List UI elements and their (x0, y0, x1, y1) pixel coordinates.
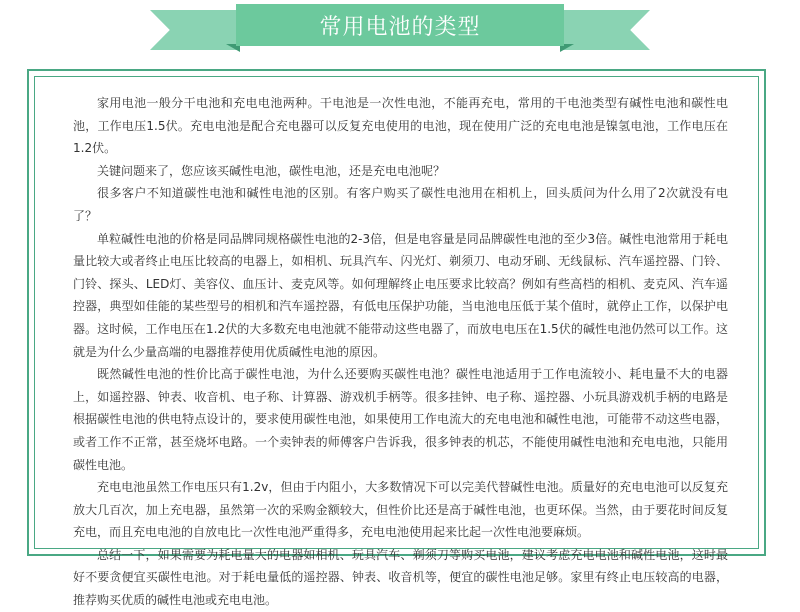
paragraph-question: 关键问题来了，您应该买碱性电池，碳性电池，还是充电电池呢？ (97, 163, 446, 178)
paragraph-intro: 家用电池一般分干电池和充电电池两种。干电池是一次性电池，不能再充电，常用的干电池类型有碱性电池和碳性电池，工作电压1.5伏。充电电池是配合充电器可以反复充电使用的电池，现在使用广泛的充电电池是镍氢电池，工作电压在1.2伏。 (73, 96, 728, 156)
paragraph-carbon: 既然碱性电池的性价比高于碳性电池，为什么还要购买碳性电池？碳性电池适用于工作电流较小、耗电量不大的电器上，如遥控器、钟表、收音机、电子称、计算器、游戏机手柄等。很多挂钟、电子称、遥控器、小玩具游戏机手柄的电路是根据碳性电池的供电特点设计的，要求使用碳性电池，如果使用工作电流大的充电电池和碱性电池，可能带不动这些电器，或者工作不正常，甚至烧坏电路。一个卖钟表的师傅客户告诉我，很多钟表的机芯，不能使用碱性电池和充电电池，只能用碳性电池。 (73, 367, 728, 472)
paragraph-rechargeable: 充电电池虽然工作电压只有1.2v，但由于内阻小，大多数情况下可以完美代替碱性电池。质量好的充电电池可以反复充放大几百次，加上充电器，虽然第一次的采购金额较大，但性价比还是高于碱性电池，也更环保。当然，由于要花时间反复充电，而且充电电池的自放电比一次性电池严重得多，充电电池使用起来比起一次性电池要麻烦。 (73, 480, 728, 540)
paragraph-customer-confusion: 很多客户不知道碳性电池和碱性电池的区别。有客户购买了碳性电池用在相机上，回头质问为什么用了2次就没有电了？ (73, 186, 728, 223)
content-body (34, 76, 759, 608)
banner-title: 常用电池的类型 (319, 14, 481, 40)
paragraph-alkaline: 单粒碱性电池的价格是同品牌同规格碳性电池的2-3倍，但是电容量是同品牌碳性电池的至少3倍。碱性电池常用于耗电量比较大或者终止电压比较高的电器上，如相机、玩具汽车、闪光灯、剃须刀、电动牙刷、无线鼠标、汽车遥控器、门铃、门铃、探头、LED灯、美容仪、血压计、麦克风等。如何理解终止电压要求比较高？例如有些高档的相机、麦克风、汽车遥控器，典型如佳能的某些型号的相机和汽车遥控器，有低电压保护功能，当电池电压低于某个值时，就停止工作，以保护电器。这时候，工作电压在1.2伏的大多数充电电池就不能带动这些电器了，而放电电压在1.5伏的碱性电池仍然可以工作。这就是为什么少量高端的电器推荐使用优质碱性电池的原因。 (73, 231, 728, 359)
banner-main (236, 4, 564, 46)
paragraph-summary: 总结一下，如果需要为耗电量大的电器如相机、玩具汽车、剃须刀等购买电池，建议考虑充电电池和碱性电池，这时最好不要贪便宜买碳性电池。对于耗电量低的遥控器、钟表、收音机等，便宜的碳性电池足够。家里有终止电压较高的电器，推荐购买优质的碱性电池或充电电池。 (73, 547, 728, 608)
content-frame (27, 69, 766, 608)
section-banner (0, 4, 800, 58)
